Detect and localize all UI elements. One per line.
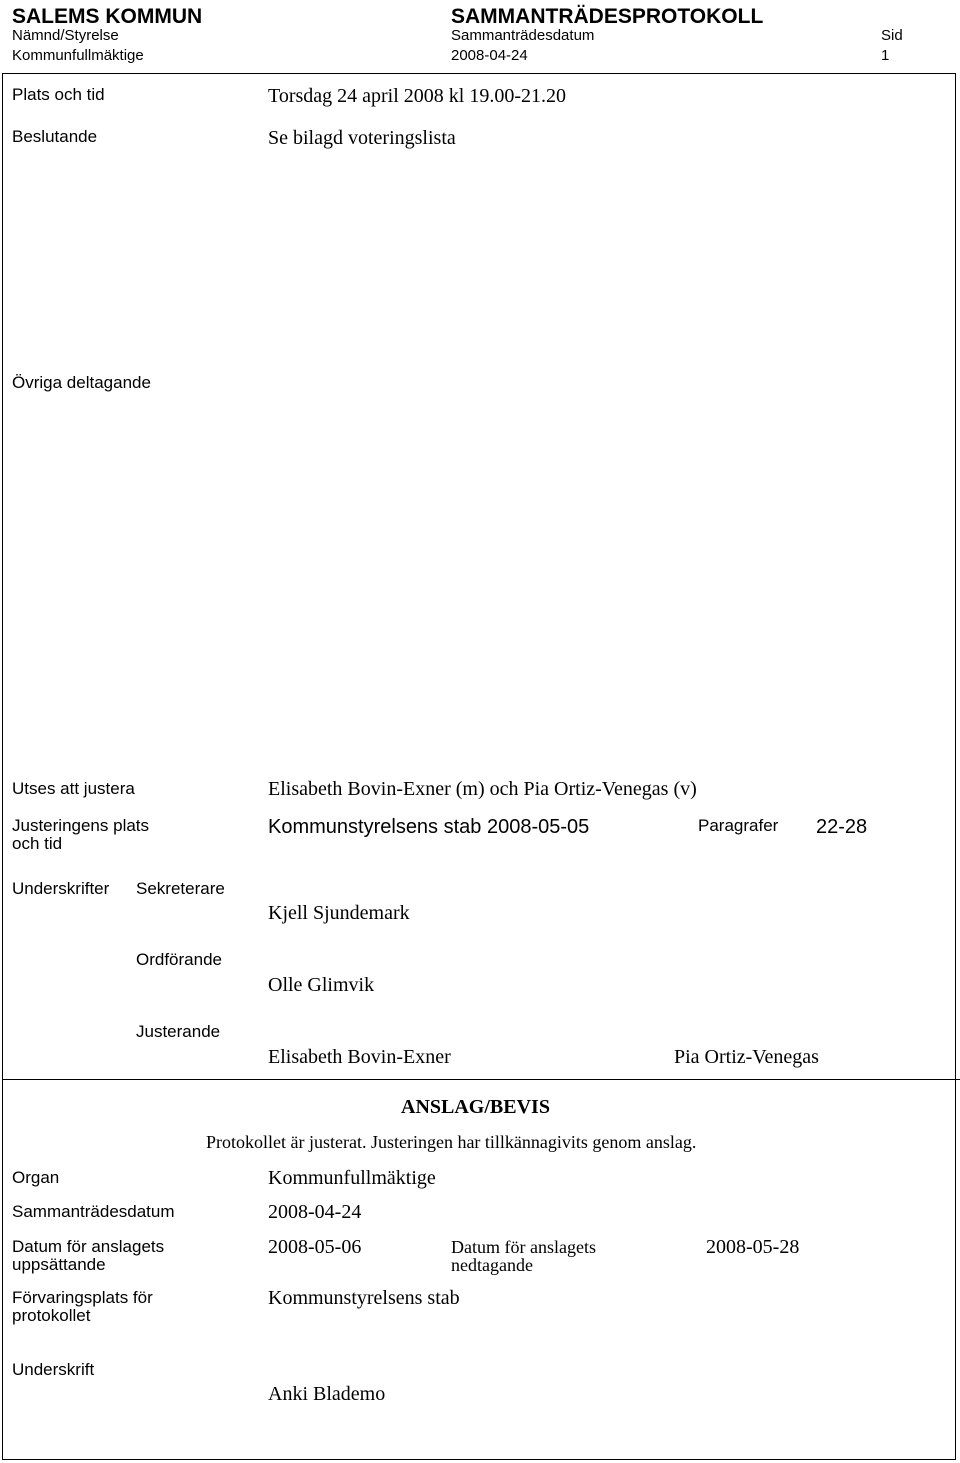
meeting-date-label: Sammanträdesdatum (451, 27, 595, 44)
notice-title: ANSLAG/BEVIS (401, 1096, 550, 1118)
document-title: SAMMANTRÄDESPROTOKOLL (451, 5, 764, 28)
posted-date-label-line1: Datum för anslagets (12, 1237, 165, 1256)
chair-name: Olle Glimvik (268, 974, 375, 996)
body-value: Kommunfullmäktige (12, 47, 144, 64)
chair-label: Ordförande (136, 950, 222, 969)
place-time-value: Torsdag 24 april 2008 kl 19.00-21.20 (268, 85, 567, 107)
adjustment-place-label-line2: och tid (12, 834, 63, 853)
section-divider (2, 1079, 960, 1080)
adjustment-place-label-line1: Justeringens plats (12, 816, 150, 835)
page-number: 1 (881, 47, 890, 64)
posted-date-label-line2: uppsättande (12, 1255, 106, 1274)
paragraphs-value: 22-28 (816, 816, 868, 838)
organ-label: Organ (12, 1168, 60, 1187)
page-label: Sid (881, 27, 903, 44)
secretary-label: Sekreterare (136, 879, 225, 898)
signature-name: Anki Blademo (268, 1383, 386, 1405)
storage-label-line1: Förvaringsplats för (12, 1288, 153, 1307)
appointed-adjusters-label: Utses att justera (12, 779, 135, 798)
removed-date-value: 2008-05-28 (706, 1236, 800, 1258)
deciding-value: Se bilagd voteringslista (268, 127, 456, 149)
notice-meeting-date-label: Sammanträdesdatum (12, 1202, 175, 1221)
removed-date-label-line2: nedtagande (451, 1255, 533, 1275)
signature-label: Underskrift (12, 1360, 95, 1379)
appointed-adjusters-value: Elisabeth Bovin-Exner (m) och Pia Ortiz-Venegas (v) (268, 778, 697, 800)
others-label: Övriga deltagande (12, 373, 151, 392)
notice-statement: Protokollet är justerat. Justeringen har tillkännagivits genom anslag. (206, 1132, 697, 1152)
signatures-label: Underskrifter (12, 879, 110, 898)
body-label: Nämnd/Styrelse (12, 27, 119, 44)
deciding-label: Beslutande (12, 127, 98, 146)
storage-value: Kommunstyrelsens stab (268, 1287, 460, 1309)
adjuster-name-2: Pia Ortiz-Venegas (674, 1046, 819, 1068)
notice-meeting-date-value: 2008-04-24 (268, 1201, 362, 1223)
paragraphs-label: Paragrafer (698, 816, 779, 835)
secretary-name: Kjell Sjundemark (268, 902, 410, 924)
municipality-name: SALEMS KOMMUN (12, 5, 203, 28)
storage-label-line2: protokollet (12, 1306, 91, 1325)
organ-value: Kommunfullmäktige (268, 1167, 436, 1189)
adjustment-place-value: Kommunstyrelsens stab 2008-05-05 (268, 816, 590, 838)
adjuster-name-1: Elisabeth Bovin-Exner (268, 1046, 451, 1068)
meeting-date-value: 2008-04-24 (451, 47, 528, 64)
posted-date-value: 2008-05-06 (268, 1236, 362, 1258)
place-time-label: Plats och tid (12, 85, 105, 104)
adjuster-label: Justerande (136, 1022, 221, 1041)
removed-date-label-line1: Datum för anslagets (451, 1237, 596, 1257)
